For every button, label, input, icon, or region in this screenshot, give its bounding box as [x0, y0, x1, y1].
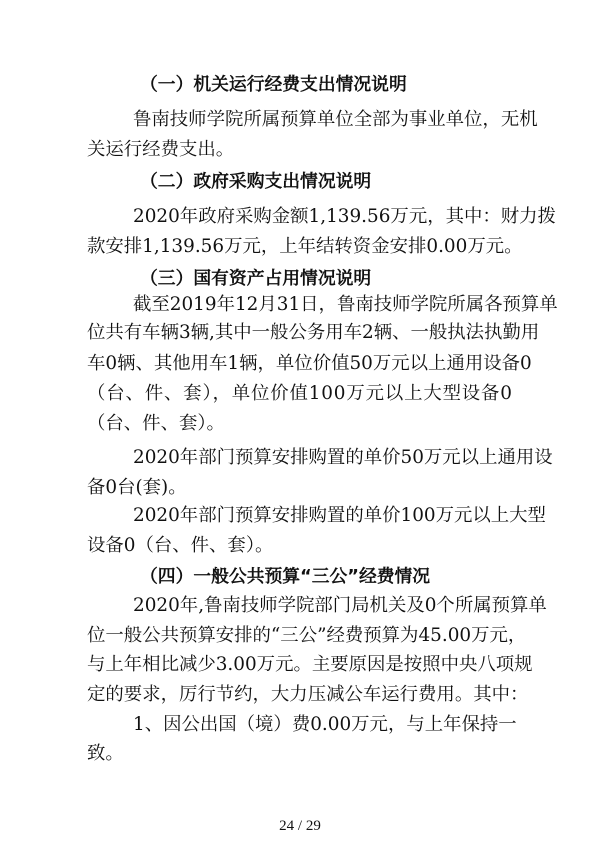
paragraph-line: 款安排1,139.56万元，上年结转资金安排0.00万元。 [87, 236, 523, 257]
paragraph-line: 位共有车辆3辆,其中一般公务用车2辆、一般执法执勤用 [87, 322, 540, 343]
paragraph-line: 2020年政府采购金额1,139.56万元，其中：财力拨 [133, 206, 556, 227]
paragraph-line: 鲁南技师学院所属预算单位全部为事业单位，无机 [133, 109, 538, 130]
paragraph-line: （台、件、套），单位价值100万元以上大型设备0 [87, 383, 513, 404]
paragraph-line: 设备0（台、件、套）。 [87, 535, 274, 556]
paragraph-line: 致。 [87, 743, 124, 764]
paragraph-line: 车0辆、其他用车1辆，单位价值50万元以上通用设备0 [87, 353, 532, 374]
paragraph-line: 2020年部门预算安排购置的单价100万元以上大型 [133, 505, 546, 526]
paragraph-line: 截至2019年12月31日，鲁南技师学院所属各预算单 [133, 294, 558, 315]
paragraph-line: 与上年相比减少3.00万元。主要原因是按照中央八项规 [87, 654, 533, 675]
paragraph-line: 1、因公出国（境）费0.00万元，与上年保持一 [133, 714, 517, 735]
page-number: 24 / 29 [279, 818, 321, 834]
section-heading: （二）政府采购支出情况说明 [140, 171, 372, 192]
paragraph-line: 备0台(套)。 [87, 477, 187, 498]
section-heading: （四）一般公共预算“三公”经费情况 [140, 566, 431, 587]
paragraph-line: 位一般公共预算安排的“三公”经费预算为45.00万元， [87, 625, 527, 646]
section-heading: （三）国有资产占用情况说明 [140, 268, 372, 289]
paragraph-line: 定的要求，厉行节约，大力压减公车运行费用。其中： [87, 684, 529, 705]
section-heading: （一）机关运行经费支出情况说明 [140, 74, 407, 95]
paragraph-line: 2020年部门预算安排购置的单价50万元以上通用设 [133, 447, 553, 468]
paragraph-line: 关运行经费支出。 [87, 139, 235, 160]
paragraph-line: （台、件、套）。 [87, 413, 225, 434]
paragraph-line: 2020年,鲁南技师学院部门局机关及0个所属预算单 [133, 595, 547, 616]
